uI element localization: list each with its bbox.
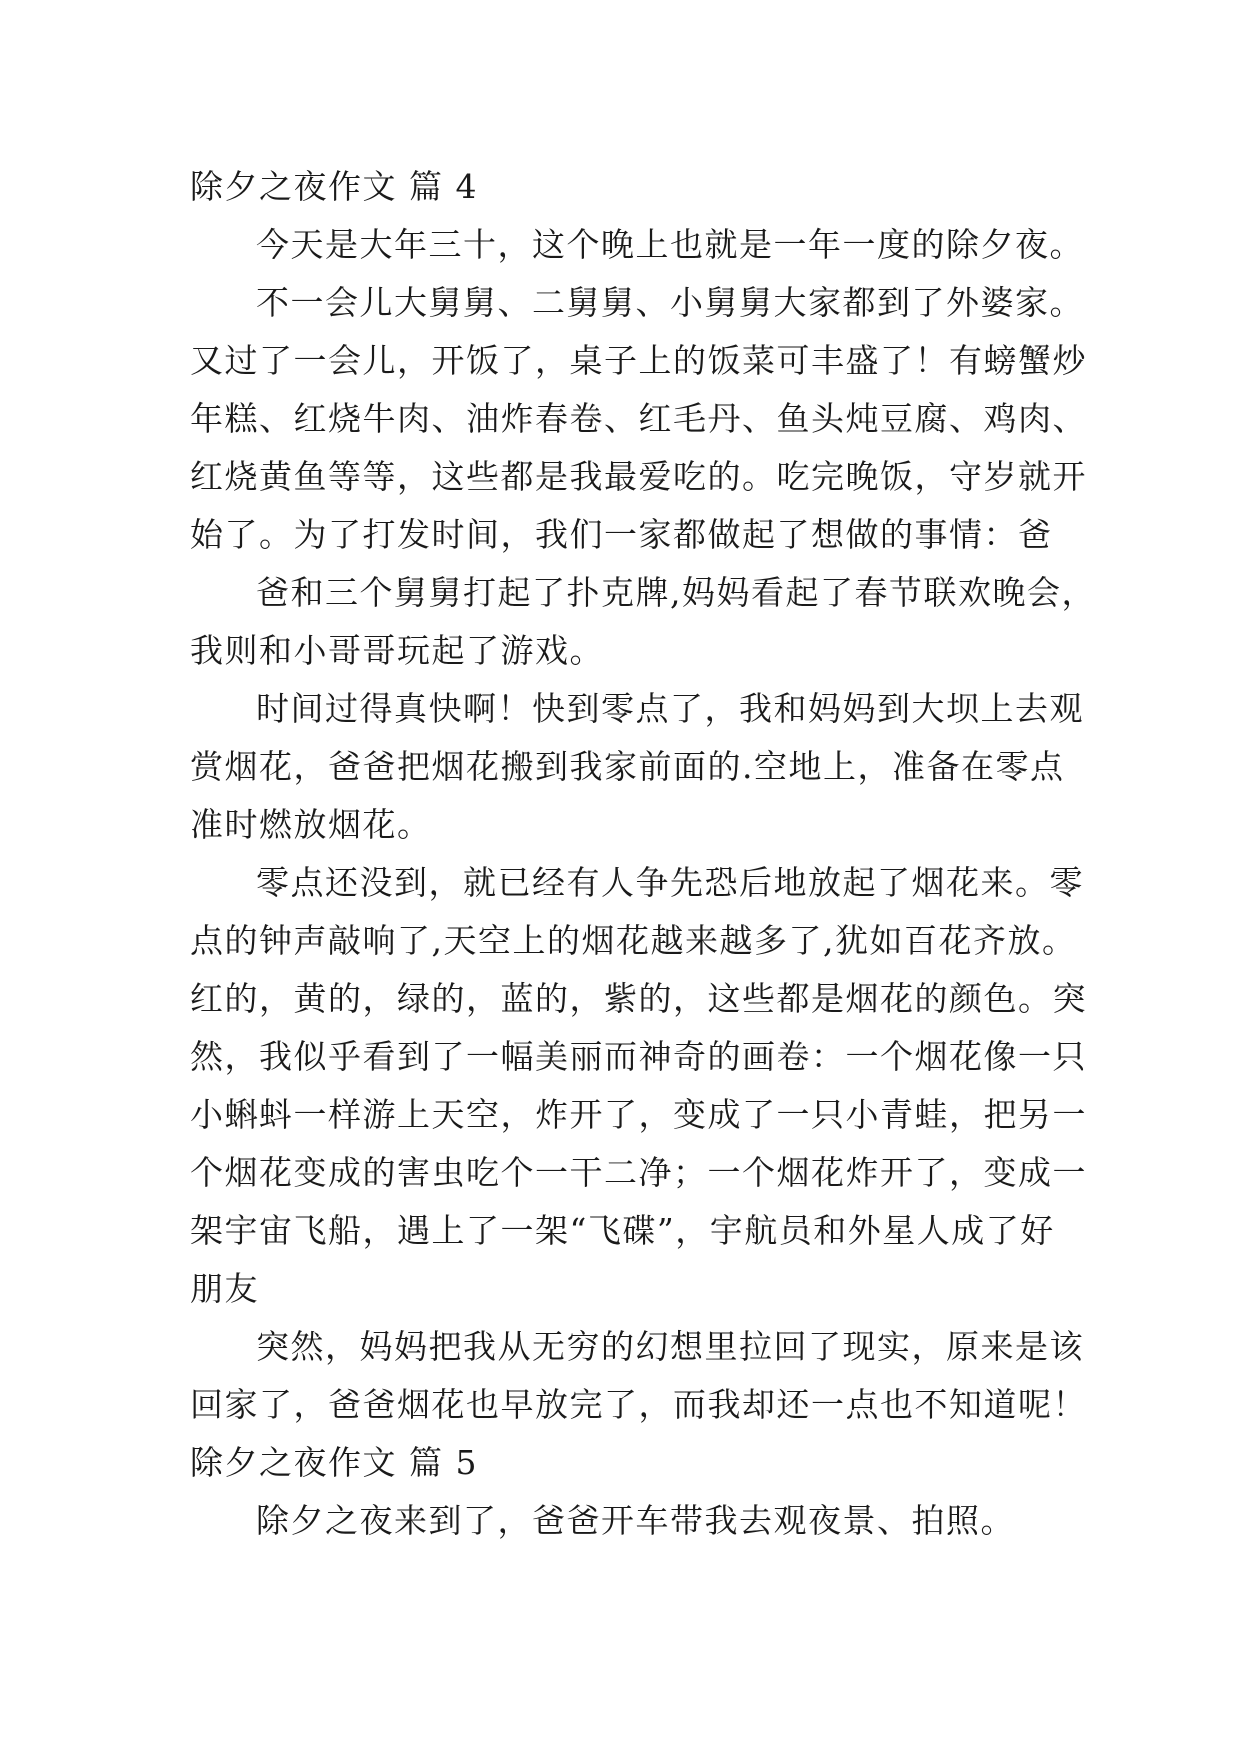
section-heading: 除夕之夜作文 篇 4 bbox=[190, 167, 478, 206]
paragraph-line: 点的钟声敲响了,天空上的烟花越来越多了,犹如百花齐放。 bbox=[190, 921, 1077, 960]
paragraph-line: 红烧黄鱼等等，这些都是我最爱吃的。吃完晚饭，守岁就开 bbox=[190, 457, 1087, 496]
paragraph-line: 突然，妈妈把我从无穷的幻想里拉回了现实，原来是该 bbox=[256, 1327, 1084, 1366]
paragraph-line: 回家了，爸爸烟花也早放完了，而我却还一点也不知道呢！ bbox=[190, 1385, 1087, 1424]
paragraph-line: 赏烟花，爸爸把烟花搬到我家前面的.空地上，准备在零点 bbox=[190, 747, 1065, 786]
paragraph-line: 零点还没到，就已经有人争先恐后地放起了烟花来。零 bbox=[256, 863, 1084, 902]
paragraph-line: 朋友 bbox=[190, 1269, 259, 1308]
section-heading: 除夕之夜作文 篇 5 bbox=[190, 1443, 478, 1482]
paragraph-line: 又过了一会儿，开饭了，桌子上的饭菜可丰盛了！有螃蟹炒 bbox=[190, 341, 1087, 380]
paragraph-line: 准时燃放烟花。 bbox=[190, 805, 432, 844]
paragraph-line: 小蝌蚪一样游上天空，炸开了，变成了一只小青蛙，把另一 bbox=[190, 1095, 1087, 1134]
paragraph-line: 个烟花变成的害虫吃个一干二净；一个烟花炸开了，变成一 bbox=[190, 1153, 1087, 1192]
paragraph-line: 然，我似乎看到了一幅美丽而神奇的画卷：一个烟花像一只 bbox=[190, 1037, 1087, 1076]
paragraph-line: 今天是大年三十，这个晚上也就是一年一度的除夕夜。 bbox=[256, 225, 1084, 264]
paragraph-line: 始了。为了打发时间，我们一家都做起了想做的事情：爸 bbox=[190, 515, 1053, 554]
paragraph-line: 我则和小哥哥玩起了游戏。 bbox=[190, 631, 604, 670]
paragraph-line: 除夕之夜来到了，爸爸开车带我去观夜景、拍照。 bbox=[256, 1501, 1015, 1540]
paragraph-line: 时间过得真快啊！快到零点了，我和妈妈到大坝上去观 bbox=[256, 689, 1084, 728]
paragraph-line: 爸和三个舅舅打起了扑克牌,妈妈看起了春节联欢晚会， bbox=[256, 573, 1096, 612]
paragraph-line: 红的，黄的，绿的，蓝的，紫的，这些都是烟花的颜色。突 bbox=[190, 979, 1087, 1018]
document-body bbox=[190, 158, 1096, 1550]
paragraph-line: 架宇宙飞船，遇上了一架“飞碟”，宇航员和外星人成了好 bbox=[190, 1211, 1055, 1250]
paragraph-line: 不一会儿大舅舅、二舅舅、小舅舅大家都到了外婆家。 bbox=[256, 283, 1084, 322]
paragraph-line: 年糕、红烧牛肉、油炸春卷、红毛丹、鱼头炖豆腐、鸡肉、 bbox=[190, 399, 1087, 438]
